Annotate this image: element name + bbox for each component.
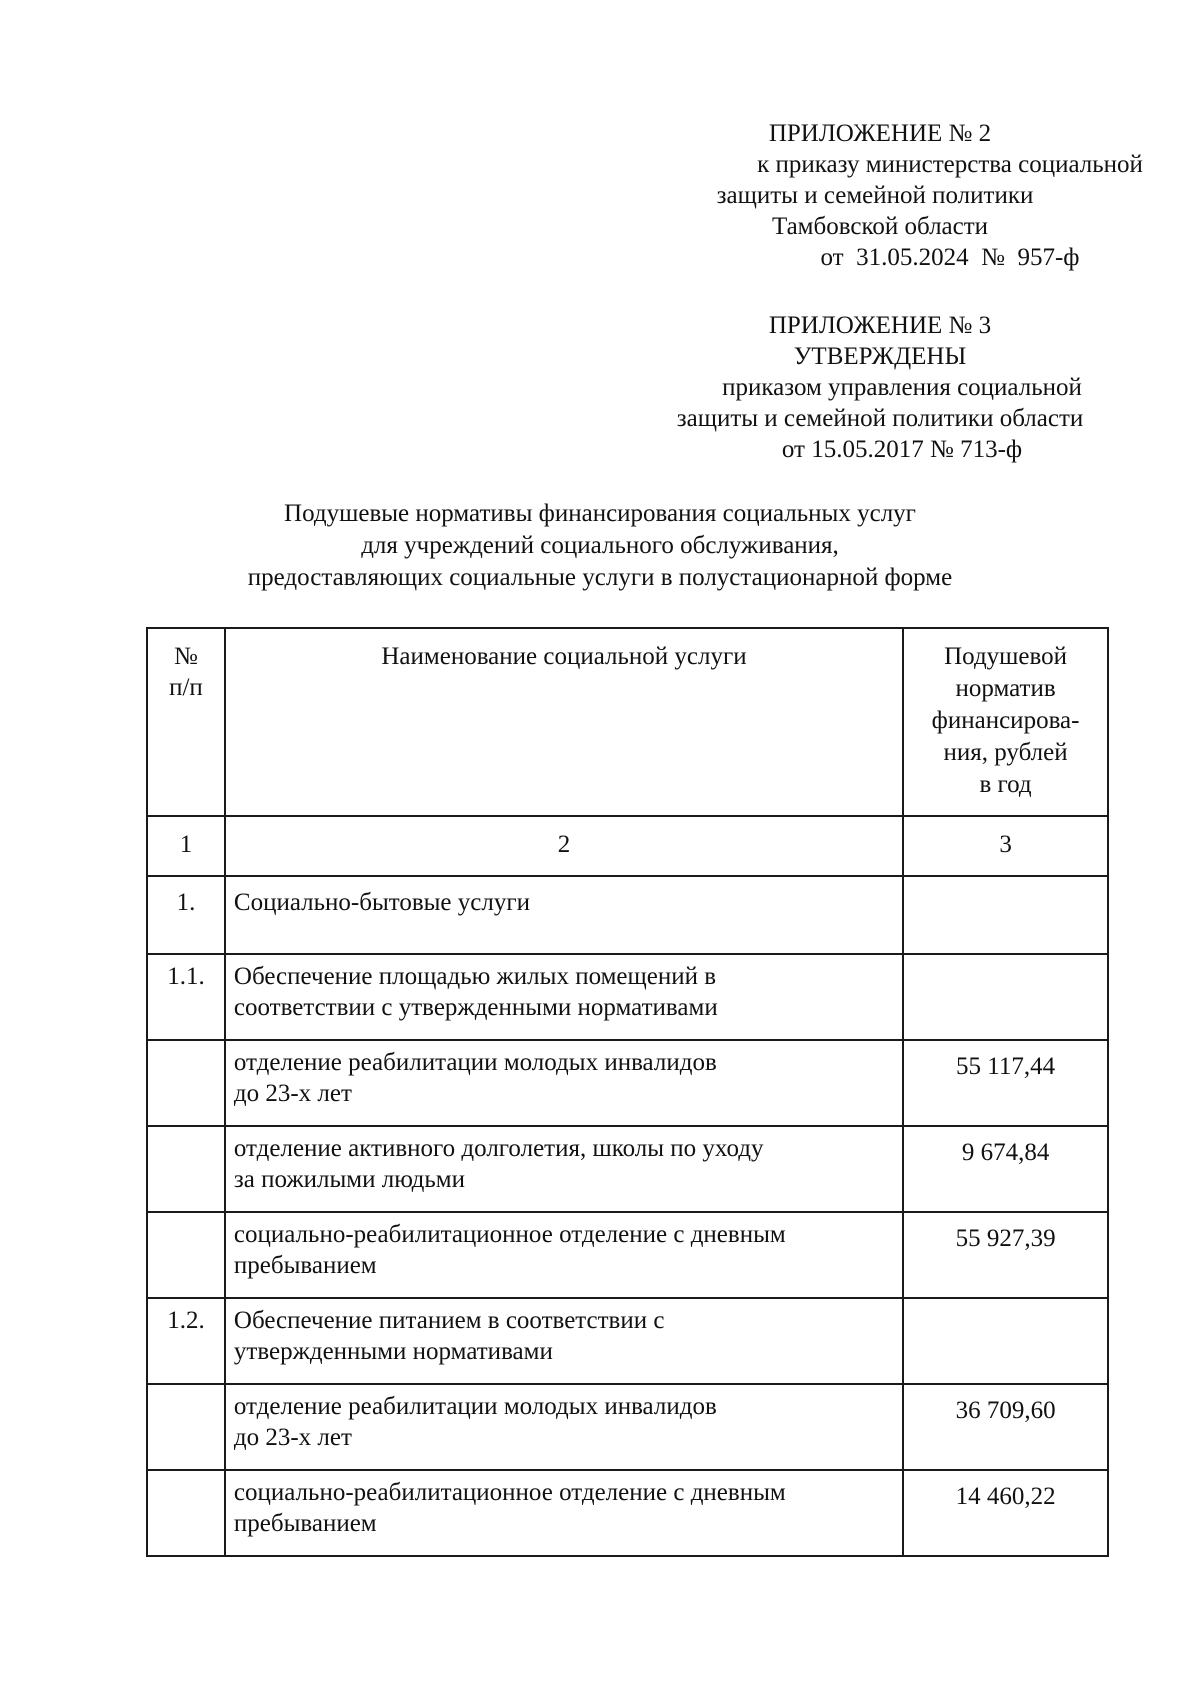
appendix-3-line: защиты и семейной политики области — [676, 405, 1084, 432]
document-title — [180, 498, 1020, 594]
appendix-2-line: Тамбовской области — [771, 213, 989, 240]
row-value: 9 674,84 — [903, 1126, 1108, 1212]
table-row — [147, 1040, 1108, 1126]
table-row — [147, 1384, 1108, 1470]
row-service-name-line: отделение реабилитации молодых инвалидов — [233, 1049, 717, 1076]
column-number: 2 — [225, 816, 903, 876]
row-service-name — [225, 1212, 903, 1298]
row-service-name-line: отделение активного долголетия, школы по уходу — [233, 1135, 764, 1162]
row-service-name-line: утвержденными нормативами — [233, 1338, 553, 1365]
row-number — [147, 1040, 225, 1126]
document-title-line: Подушевые нормативы финансирования социальных услуг — [284, 500, 916, 527]
table-header-row — [147, 628, 1108, 816]
appendix-3-line: приказом управления социальной — [722, 374, 1082, 401]
table-row — [147, 1470, 1108, 1556]
row-service-name-line: соответствии с утвержденными нормативами — [233, 994, 718, 1021]
document-title-line: для учреждений социального обслуживания, — [361, 532, 839, 559]
row-value — [903, 876, 1108, 954]
table-row — [147, 876, 1108, 954]
row-number — [147, 1470, 225, 1556]
header-number — [147, 628, 225, 816]
row-value: 55 117,44 — [903, 1040, 1108, 1126]
appendix-3-approved: УТВЕРЖДЕНЫ — [793, 343, 967, 370]
row-service-name-line: за пожилыми людьми — [233, 1166, 465, 1193]
row-service-name-line: отделение реабилитации молодых инвалидов — [233, 1393, 717, 1420]
row-service-name-line: пребыванием — [233, 1252, 377, 1279]
appendix-2-header — [630, 118, 1143, 273]
table-row — [147, 1298, 1108, 1384]
row-value: 36 709,60 — [903, 1384, 1108, 1470]
row-service-name-line: Обеспечение питанием в соответствии с — [233, 1307, 665, 1334]
row-service-name — [225, 1040, 903, 1126]
row-number: 1.2. — [147, 1298, 225, 1384]
appendix-2-date: от 31.05.2024 № 957-ф — [820, 244, 1080, 271]
column-number-row — [147, 816, 1108, 876]
header-value-line: ния, рублей — [943, 739, 1068, 766]
table-row — [147, 1126, 1108, 1212]
row-service-name — [225, 1298, 903, 1384]
document-title-line: предоставляющих социальные услуги в полустационарной форме — [247, 564, 953, 591]
row-number: 1.1. — [147, 954, 225, 1040]
header-service-name: Наименование социальной услуги — [225, 628, 903, 816]
header-value-line: Подушевой — [944, 643, 1068, 670]
header-value-line: норматив — [955, 675, 1056, 702]
row-service-name: Социально-бытовые услуги — [225, 876, 903, 954]
appendix-2-title: ПРИЛОЖЕНИЕ № 2 — [768, 120, 992, 147]
row-service-name — [225, 1470, 903, 1556]
table-row — [147, 954, 1108, 1040]
row-value — [903, 954, 1108, 1040]
appendix-3-date: от 15.05.2017 № 713-ф — [781, 436, 1023, 463]
header-value-line: финансирова- — [931, 707, 1080, 734]
row-service-name-line: Обеспечение площадью жилых помещений в — [233, 963, 717, 990]
row-service-name-line: пребыванием — [233, 1510, 377, 1537]
header-number-symbol: № — [174, 643, 198, 670]
row-number — [147, 1126, 225, 1212]
row-service-name-line: до 23-х лет — [233, 1080, 352, 1107]
column-number: 1 — [147, 816, 225, 876]
row-service-name — [225, 954, 903, 1040]
header-value-line: в год — [979, 771, 1032, 798]
row-service-name-line: до 23-х лет — [233, 1424, 352, 1451]
row-number — [147, 1212, 225, 1298]
row-value: 14 460,22 — [903, 1470, 1108, 1556]
header-norm-value — [903, 628, 1108, 816]
appendix-2-line: к приказу министерства социальной — [757, 151, 1143, 178]
row-value: 55 927,39 — [903, 1212, 1108, 1298]
table-row — [147, 1212, 1108, 1298]
row-service-name-line: социально-реабилитационное отделение с дневным — [233, 1479, 786, 1506]
row-service-name — [225, 1384, 903, 1470]
norms-table — [146, 627, 1109, 1557]
row-service-name — [225, 1126, 903, 1212]
header-number-abbr: п/п — [169, 674, 203, 701]
column-number: 3 — [903, 816, 1108, 876]
appendix-2-line: защиты и семейной политики — [716, 182, 1034, 209]
appendix-3-header — [630, 310, 1130, 465]
row-number — [147, 1384, 225, 1470]
appendix-3-title: ПРИЛОЖЕНИЕ № 3 — [768, 312, 992, 339]
row-number: 1. — [147, 876, 225, 954]
row-service-name-line: социально-реабилитационное отделение с дневным — [233, 1221, 786, 1248]
row-value — [903, 1298, 1108, 1384]
